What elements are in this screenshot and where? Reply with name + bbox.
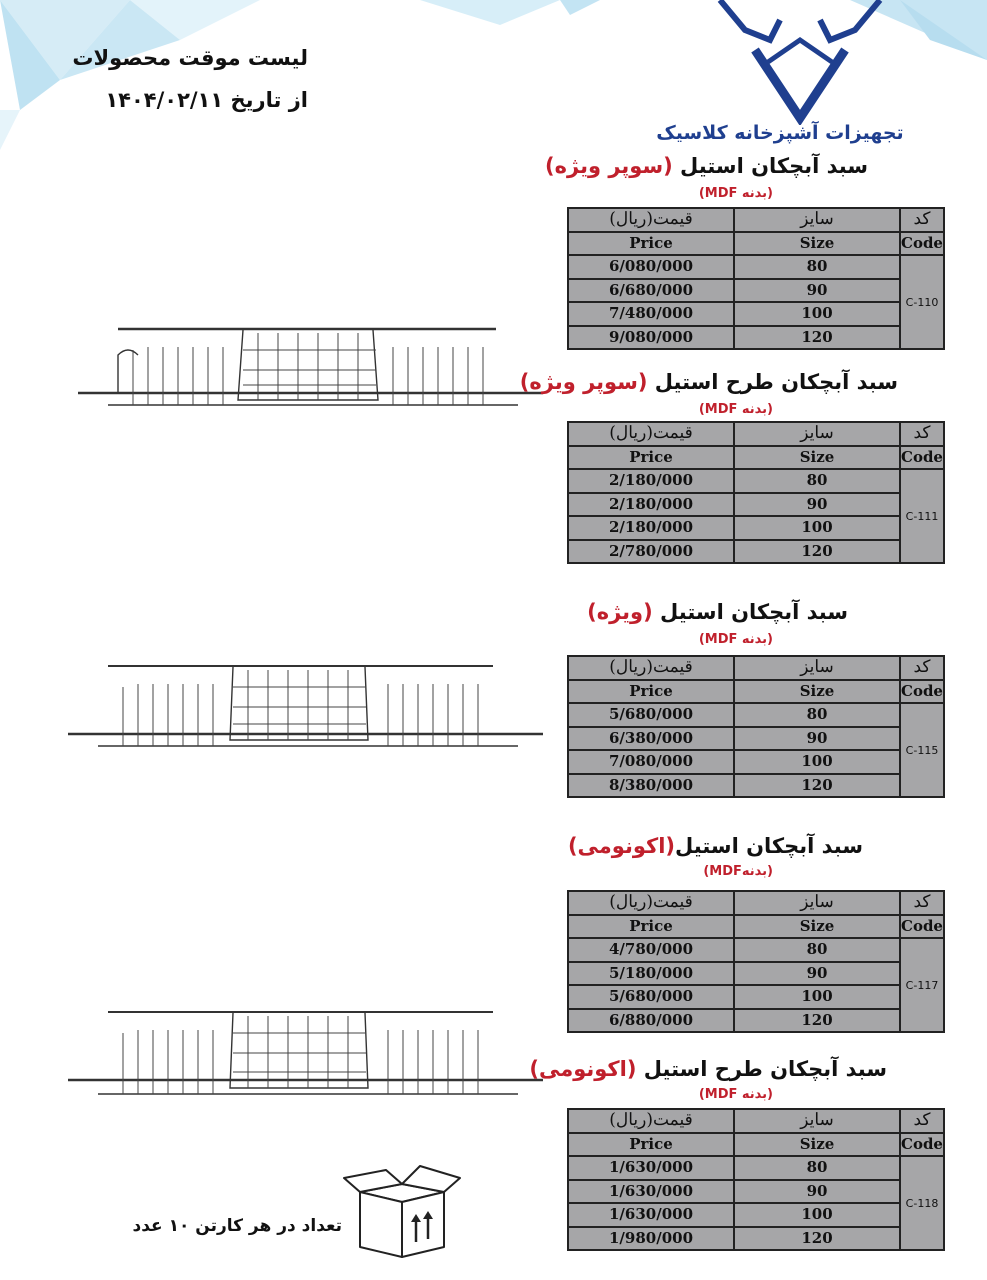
price-table bbox=[567, 1108, 945, 1251]
dish-rack-image bbox=[78, 325, 543, 415]
size-cell: 80 bbox=[734, 703, 900, 727]
product-section bbox=[529, 1055, 943, 1270]
price-header-en: Price bbox=[568, 1133, 734, 1157]
dish-rack-image bbox=[68, 662, 543, 754]
code-header-fa: کد bbox=[900, 1109, 944, 1133]
size-header-en: Size bbox=[734, 680, 900, 704]
size-header-en: Size bbox=[734, 446, 900, 470]
price-cell: 7/080/000 bbox=[568, 750, 734, 774]
price-cell: 7/480/000 bbox=[568, 302, 734, 326]
carton-quantity-note: تعداد در هر کارتن ۱۰ عدد bbox=[132, 1216, 342, 1236]
size-cell: 90 bbox=[734, 727, 900, 751]
price-header-fa: قیمت(ریال) bbox=[568, 208, 734, 232]
page-title: لیست موقت محصولات bbox=[72, 46, 308, 70]
product-section bbox=[519, 368, 943, 578]
price-cell: 8/380/000 bbox=[568, 774, 734, 798]
code-header-en: Code bbox=[900, 232, 944, 256]
size-cell: 90 bbox=[734, 962, 900, 986]
price-cell: 2/180/000 bbox=[568, 493, 734, 517]
product-code: C-118 bbox=[900, 1156, 944, 1250]
code-header-en: Code bbox=[900, 1133, 944, 1157]
product-section bbox=[567, 832, 943, 1047]
size-cell: 90 bbox=[734, 1180, 900, 1204]
price-cell: 4/780/000 bbox=[568, 938, 734, 962]
code-header-en: Code bbox=[900, 680, 944, 704]
price-header-fa: قیمت(ریال) bbox=[568, 1109, 734, 1133]
price-header-en: Price bbox=[568, 680, 734, 704]
price-cell: 5/680/000 bbox=[568, 985, 734, 1009]
size-cell: 80 bbox=[734, 469, 900, 493]
price-cell: 2/180/000 bbox=[568, 469, 734, 493]
product-title: سبد آبچکان استیل (سوپر ویژه) bbox=[545, 154, 868, 178]
price-table bbox=[567, 207, 945, 350]
code-header-fa: کد bbox=[900, 656, 944, 680]
price-table bbox=[567, 890, 945, 1033]
size-header-fa: سایز bbox=[734, 891, 900, 915]
product-subtitle: (بدنه MDF) bbox=[698, 632, 773, 647]
code-header-en: Code bbox=[900, 446, 944, 470]
size-cell: 120 bbox=[734, 1009, 900, 1033]
price-cell: 1/630/000 bbox=[568, 1180, 734, 1204]
price-cell: 1/980/000 bbox=[568, 1227, 734, 1251]
product-code: C-111 bbox=[900, 469, 944, 563]
price-cell: 1/630/000 bbox=[568, 1156, 734, 1180]
price-cell: 2/780/000 bbox=[568, 540, 734, 564]
dish-rack-image bbox=[68, 1008, 543, 1104]
size-cell: 100 bbox=[734, 1203, 900, 1227]
brand-name: تجهیزات آشپزخانه کلاسیک bbox=[656, 122, 904, 144]
list-date: از تاریخ ۱۴۰۴/۰۲/۱۱ bbox=[105, 88, 308, 112]
size-cell: 100 bbox=[734, 302, 900, 326]
brand-logo bbox=[700, 0, 900, 125]
price-header-en: Price bbox=[568, 915, 734, 939]
price-cell: 5/180/000 bbox=[568, 962, 734, 986]
price-table bbox=[567, 421, 945, 564]
product-title: سبد آبچکان استیل (ویژه) bbox=[587, 600, 848, 624]
size-header-fa: سایز bbox=[734, 1109, 900, 1133]
product-title: سبد آبچکان استیل(اکونومی) bbox=[567, 834, 863, 858]
product-subtitle: (بدنهMDF) bbox=[703, 864, 773, 879]
size-header-en: Size bbox=[734, 232, 900, 256]
product-subtitle: (بدنه MDF) bbox=[698, 402, 773, 417]
price-cell: 9/080/000 bbox=[568, 326, 734, 350]
size-cell: 120 bbox=[734, 540, 900, 564]
product-code: C-117 bbox=[900, 938, 944, 1032]
price-header-fa: قیمت(ریال) bbox=[568, 656, 734, 680]
price-cell: 5/680/000 bbox=[568, 703, 734, 727]
price-cell: 1/630/000 bbox=[568, 1203, 734, 1227]
product-subtitle: (بدنه MDF) bbox=[698, 186, 773, 201]
code-header-fa: کد bbox=[900, 422, 944, 446]
price-cell: 6/080/000 bbox=[568, 255, 734, 279]
price-header-fa: قیمت(ریال) bbox=[568, 891, 734, 915]
size-cell: 120 bbox=[734, 774, 900, 798]
size-cell: 90 bbox=[734, 493, 900, 517]
price-cell: 6/680/000 bbox=[568, 279, 734, 303]
price-cell: 6/380/000 bbox=[568, 727, 734, 751]
size-cell: 80 bbox=[734, 1156, 900, 1180]
size-cell: 120 bbox=[734, 326, 900, 350]
size-header-fa: سایز bbox=[734, 656, 900, 680]
product-title: سبد آبچکان طرح استیل (سوپر ویژه) bbox=[519, 370, 898, 394]
product-code: C-115 bbox=[900, 703, 944, 797]
price-cell: 6/880/000 bbox=[568, 1009, 734, 1033]
size-header-fa: سایز bbox=[734, 422, 900, 446]
size-cell: 100 bbox=[734, 516, 900, 540]
product-section bbox=[545, 152, 943, 362]
carton-box-icon bbox=[340, 1162, 465, 1262]
product-title: سبد آبچکان طرح استیل (اکونومی) bbox=[529, 1057, 887, 1081]
size-cell: 100 bbox=[734, 750, 900, 774]
product-subtitle: (بدنه MDF) bbox=[698, 1087, 773, 1102]
code-header-en: Code bbox=[900, 915, 944, 939]
size-cell: 80 bbox=[734, 938, 900, 962]
size-cell: 80 bbox=[734, 255, 900, 279]
price-cell: 2/180/000 bbox=[568, 516, 734, 540]
code-header-fa: کد bbox=[900, 891, 944, 915]
size-cell: 120 bbox=[734, 1227, 900, 1251]
price-table bbox=[567, 655, 945, 798]
size-header-fa: سایز bbox=[734, 208, 900, 232]
product-section bbox=[567, 598, 943, 813]
size-header-en: Size bbox=[734, 915, 900, 939]
price-header-en: Price bbox=[568, 446, 734, 470]
size-cell: 90 bbox=[734, 279, 900, 303]
size-header-en: Size bbox=[734, 1133, 900, 1157]
price-header-en: Price bbox=[568, 232, 734, 256]
product-code: C-110 bbox=[900, 255, 944, 349]
code-header-fa: کد bbox=[900, 208, 944, 232]
price-header-fa: قیمت(ریال) bbox=[568, 422, 734, 446]
size-cell: 100 bbox=[734, 985, 900, 1009]
